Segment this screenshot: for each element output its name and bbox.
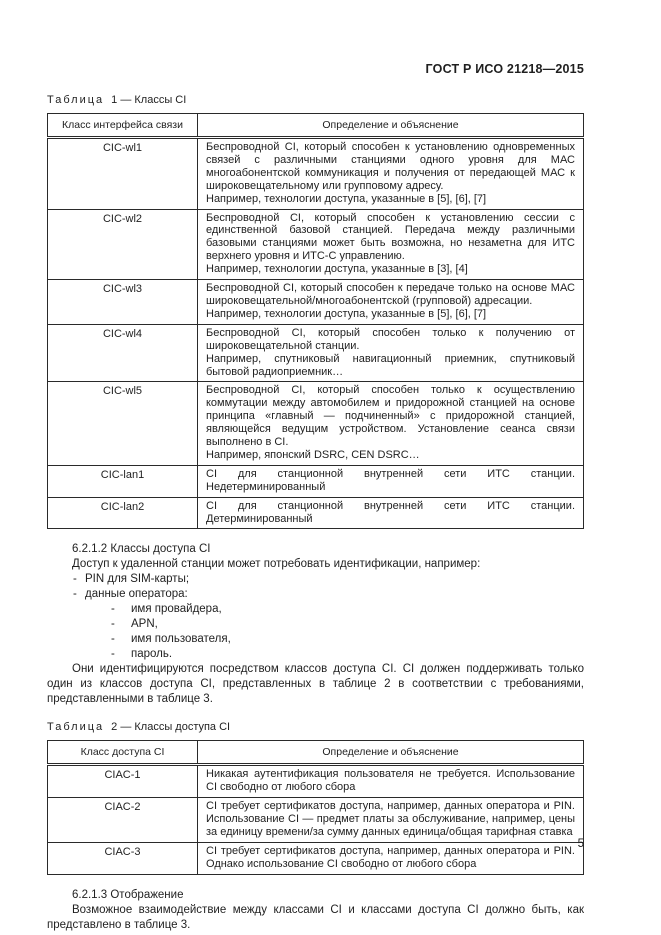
column-header-access-class: Класс доступа CI <box>48 741 198 765</box>
table-row <box>48 209 584 280</box>
ci-class-cell: CIC-wl2 <box>48 209 198 280</box>
list-item: - PIN для SIM-карты; <box>47 572 584 587</box>
ci-class-cell: CIC-lan2 <box>48 497 198 529</box>
definition-text: CI требует сертификатов доступа, например, данных оператора и PIN. Использование CI — предмет платы за обслуживание, например, цены за единицу времени/за сумму данных единица/общая тарифная ставка <box>206 800 575 839</box>
definition-cell <box>198 798 584 843</box>
definition-text: CI для станционной внутренней сети ИТС станции. Детерминированный <box>206 499 575 525</box>
identification-list <box>47 572 584 662</box>
definition-text: Беспроводной CI, который способен к установлению сессии с единственной базовой станцией. Передача между различными базовыми станциями может быть возможна, но незаметна для ИТС верхнего уровня и ИТС-С управлению. <box>206 211 575 263</box>
table-header-row <box>48 741 584 765</box>
document-code-header: ГОСТ Р ИСО 21218—2015 <box>425 62 584 76</box>
table-header-row <box>48 114 584 138</box>
definition-text: CI для станционной внутренней сети ИТС станции. Недетерминированный <box>206 467 575 493</box>
ci-class-cell: CIC-wl1 <box>48 138 198 210</box>
ci-class-cell: CIC-wl4 <box>48 324 198 382</box>
ci-class-cell: CIC-wl5 <box>48 382 198 465</box>
section-heading-6212: 6.2.1.2 Классы доступа CI <box>72 543 211 556</box>
table-row <box>48 497 584 529</box>
list-item: - имя пользователя, <box>47 632 584 647</box>
definition-text: Беспроводной CI, который способен только к осуществлению коммутации между автомобилем и придорожной станцией на основе принципа «главный — подчиненный» с придорожной станцией, являющейся ведущим устройством. Установление сеанса связи выполнено в CI. <box>206 384 575 449</box>
column-header-definition: Определение и объяснение <box>198 741 584 765</box>
definition-cell <box>198 324 584 382</box>
table2-caption <box>47 721 584 733</box>
table2-caption-title: 2 — Классы доступа CI <box>111 721 231 734</box>
list-item: - пароль. <box>47 647 584 662</box>
example-text: Например, технологии доступа, указанные в [5], [6], [7] <box>206 307 487 320</box>
table-ci-classes <box>47 113 584 529</box>
section-6212-paragraph: Они идентифицируются посредством классов доступа CI. CI должен поддерживать только один из классов доступа CI, представленных в таблице 2 в соответствии с требованиями, представленными в таблице 3. <box>47 663 584 706</box>
section-6212-intro: Доступ к удаленной станции может потребовать идентификации, например: <box>72 558 481 571</box>
access-class-cell: CIAC-3 <box>48 843 198 875</box>
definition-text: Беспроводной CI, который способен к установлению одновременных связей с различными станциями одного уровня для МАС многоабонентской коммуникация и получения от передающей МАС к широковещательному или групповому адресу. <box>206 141 575 192</box>
definition-cell <box>198 382 584 465</box>
table-row <box>48 280 584 325</box>
definition-cell <box>198 138 584 210</box>
table1-caption-title: 1 — Классы CI <box>111 94 187 106</box>
page-content <box>47 0 584 933</box>
access-class-cell: CIAC-2 <box>48 798 198 843</box>
example-text: Например, японский DSRC, CEN DSRC… <box>206 448 420 461</box>
table1-caption-word: Таблица <box>47 94 105 106</box>
ci-class-cell: CIC-lan1 <box>48 465 198 497</box>
definition-cell <box>198 843 584 875</box>
table2-caption-word: Таблица <box>47 721 105 734</box>
access-class-cell: CIAC-1 <box>48 765 198 798</box>
definition-cell <box>198 497 584 529</box>
table-ci-access-classes <box>47 740 584 874</box>
column-header-ci-class: Класс интерфейса связи <box>48 114 198 138</box>
definition-text: Никакая аутентификация пользователя не требуется. Использование CI свободно от любого сбора <box>206 768 575 794</box>
ci-class-cell: CIC-wl3 <box>48 280 198 325</box>
table-row <box>48 382 584 465</box>
list-item: - данные оператора: <box>47 587 584 602</box>
table1-caption <box>47 94 584 106</box>
section-heading-6213: 6.2.1.3 Отображение <box>72 888 184 901</box>
definition-cell <box>198 280 584 325</box>
table-row <box>48 324 584 382</box>
definition-text: Беспроводной CI, который способен только к получению от широковещательной станции. <box>206 326 575 352</box>
table-row <box>48 465 584 497</box>
table-row <box>48 798 584 843</box>
table-row <box>48 765 584 798</box>
table-row <box>48 843 584 875</box>
section-6213-paragraph: Возможное взаимодействие между классами CI и классами доступа CI должно быть, как представлено в таблице 3. <box>47 903 584 931</box>
example-text: Например, технологии доступа, указанные в [5], [6], [7] <box>206 192 487 205</box>
example-text: Например, технологии доступа, указанные в [3], [4] <box>206 263 468 276</box>
example-text: Например, спутниковый навигационный приемник, спутниковый бытовой радиоприемник… <box>206 352 575 378</box>
column-header-definition: Определение и объяснение <box>198 114 584 138</box>
list-item: - APN, <box>47 617 584 632</box>
definition-text: CI требует сертификатов доступа, например, данных оператора и PIN. Однако использование CI свободно от любого сбора <box>206 845 575 870</box>
page-number: 5 <box>577 838 584 850</box>
definition-text: Беспроводной CI, который способен к передаче только на основе МАС широковещательной/многоабонентской (групповой) адресации. <box>206 282 575 307</box>
definition-cell <box>198 209 584 280</box>
definition-cell <box>198 765 584 798</box>
definition-cell <box>198 465 584 497</box>
list-item: - имя провайдера, <box>47 602 584 617</box>
table-row <box>48 138 584 210</box>
